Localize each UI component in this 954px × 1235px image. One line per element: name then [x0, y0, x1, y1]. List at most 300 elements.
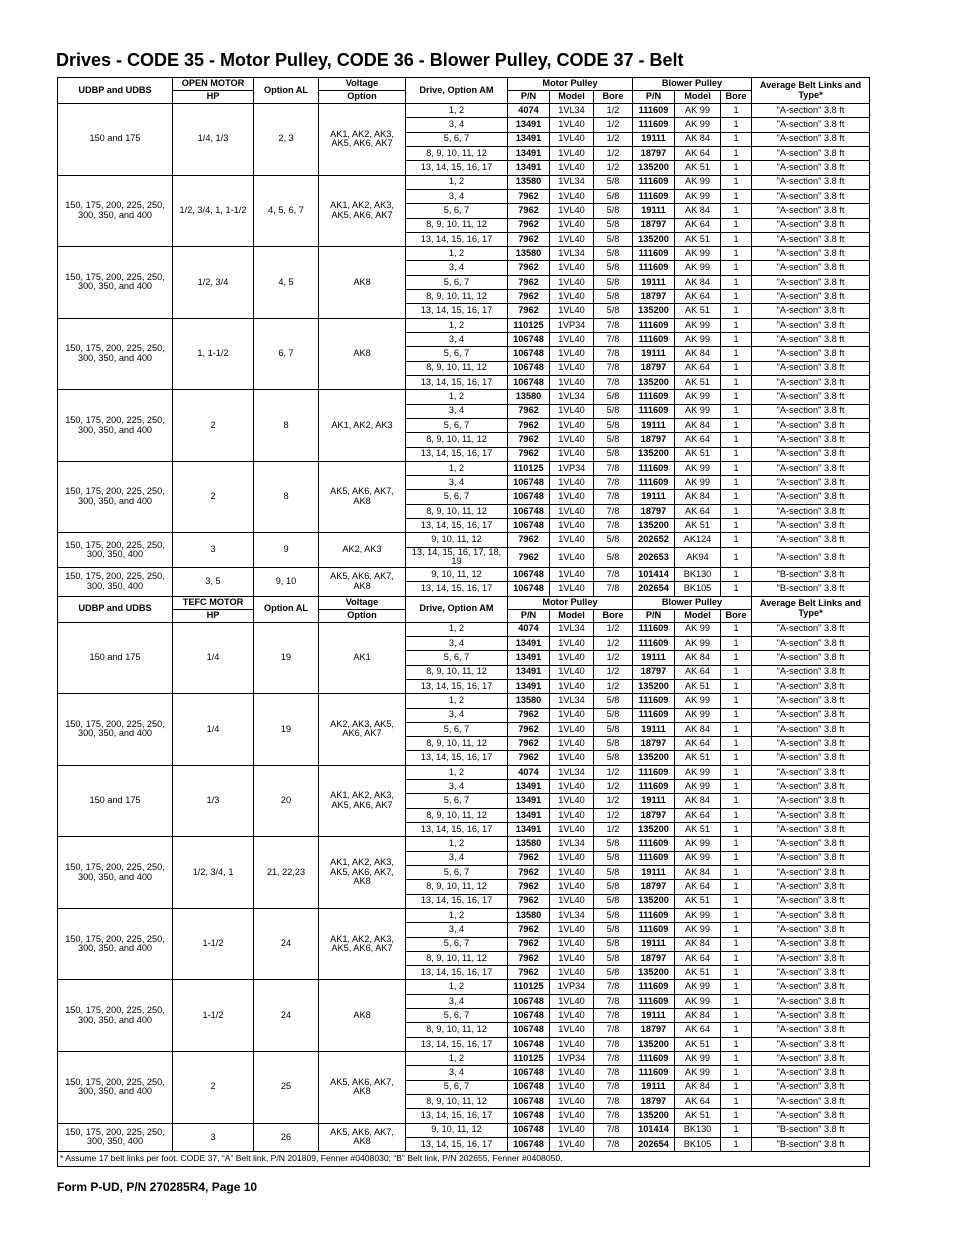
- drive-cell: 13, 14, 15, 16, 17: [406, 375, 508, 389]
- motor-bore-cell: 5/8: [594, 923, 633, 937]
- table-row: [58, 1123, 870, 1137]
- hp-cell: 1/4: [173, 622, 254, 694]
- motor-bore-cell: 7/8: [594, 1094, 633, 1108]
- blower-bore-cell: 1: [721, 404, 752, 418]
- motor-model-cell: 1VL40: [550, 333, 594, 347]
- motor-pn-cell: 106748: [508, 1037, 550, 1051]
- table-row: [58, 908, 870, 922]
- blower-model-cell: AK 99: [675, 318, 721, 332]
- motor-bore-cell: 7/8: [594, 361, 633, 375]
- drive-cell: 8, 9, 10, 11, 12: [406, 218, 508, 232]
- motor-pn-cell: 13491: [508, 794, 550, 808]
- blower-model-cell: AK 99: [675, 1066, 721, 1080]
- drive-cell: 5, 6, 7: [406, 347, 508, 361]
- motor-bore-cell: 5/8: [594, 189, 633, 203]
- belt-cell: "A-section" 3.8 ft: [752, 1094, 870, 1108]
- motor-model-cell: 1VL40: [550, 1123, 594, 1137]
- blower-bore-cell: 1: [721, 347, 752, 361]
- blower-model-cell: AK 84: [675, 347, 721, 361]
- blower-bore-cell: 1: [721, 1123, 752, 1137]
- motor-bore-cell: 5/8: [594, 547, 633, 567]
- motor-bore-cell: 7/8: [594, 980, 633, 994]
- blower-pn-cell: 111609: [633, 333, 675, 347]
- table-row: [58, 622, 870, 636]
- motor-model-cell: 1VL40: [550, 880, 594, 894]
- model-cell: 150, 175, 200, 225, 250, 300, 350, and 400: [58, 175, 173, 247]
- blower-model-cell: AK 99: [675, 189, 721, 203]
- blower-bore-cell: 1: [721, 980, 752, 994]
- motor-pn-cell: 106748: [508, 375, 550, 389]
- motor-bore-cell: 5/8: [594, 908, 633, 922]
- motor-bore-cell: 7/8: [594, 504, 633, 518]
- blower-pn-cell: 135200: [633, 894, 675, 908]
- motor-model-cell: 1VL40: [550, 261, 594, 275]
- drive-cell: 5, 6, 7: [406, 1080, 508, 1094]
- drive-cell: 3, 4: [406, 1066, 508, 1080]
- blower-model-cell: AK 99: [675, 636, 721, 650]
- belt-cell: "A-section" 3.8 ft: [752, 808, 870, 822]
- header-motor-model: Model: [550, 91, 594, 104]
- blower-pn-cell: 18797: [633, 951, 675, 965]
- header-blower-pulley: Blower Pulley: [633, 596, 752, 609]
- motor-bore-cell: 5/8: [594, 404, 633, 418]
- belt-cell: "A-section" 3.8 ft: [752, 1109, 870, 1123]
- blower-model-cell: AK 64: [675, 665, 721, 679]
- belt-cell: "A-section" 3.8 ft: [752, 232, 870, 246]
- blower-model-cell: AK 51: [675, 1037, 721, 1051]
- motor-bore-cell: 1/2: [594, 132, 633, 146]
- motor-pn-cell: 13580: [508, 837, 550, 851]
- motor-bore-cell: 1/2: [594, 808, 633, 822]
- motor-model-cell: 1VL34: [550, 622, 594, 636]
- hp-cell: 1/2, 3/4, 1, 1-1/2: [173, 175, 254, 247]
- blower-bore-cell: 1: [721, 519, 752, 533]
- motor-bore-cell: 7/8: [594, 318, 633, 332]
- motor-bore-cell: 5/8: [594, 204, 633, 218]
- belt-cell: "A-section" 3.8 ft: [752, 880, 870, 894]
- blower-bore-cell: 1: [721, 708, 752, 722]
- hp-cell: 1-1/2: [173, 980, 254, 1052]
- blower-bore-cell: 1: [721, 966, 752, 980]
- motor-bore-cell: 5/8: [594, 937, 633, 951]
- motor-pn-cell: 13580: [508, 908, 550, 922]
- motor-pn-cell: 7962: [508, 708, 550, 722]
- motor-pn-cell: 13491: [508, 636, 550, 650]
- motor-pn-cell: 106748: [508, 1109, 550, 1123]
- belt-cell: "A-section" 3.8 ft: [752, 951, 870, 965]
- blower-model-cell: AK 51: [675, 375, 721, 389]
- voltage-cell: AK2, AK3: [319, 533, 406, 568]
- blower-bore-cell: 1: [721, 104, 752, 118]
- option-al-cell: 24: [254, 908, 319, 980]
- blower-model-cell: AK 99: [675, 333, 721, 347]
- motor-model-cell: 1VL34: [550, 694, 594, 708]
- option-al-cell: 8: [254, 390, 319, 462]
- motor-pn-cell: 106748: [508, 1009, 550, 1023]
- header-blower-pulley: Blower Pulley: [633, 78, 752, 91]
- motor-pn-cell: 13491: [508, 823, 550, 837]
- motor-pn-cell: 106748: [508, 333, 550, 347]
- model-cell: 150, 175, 200, 225, 250, 300, 350, and 400: [58, 980, 173, 1052]
- header-motor-pn: P/N: [508, 609, 550, 622]
- blower-bore-cell: 1: [721, 880, 752, 894]
- blower-pn-cell: 111609: [633, 622, 675, 636]
- drive-cell: 3, 4: [406, 333, 508, 347]
- blower-pn-cell: 111609: [633, 390, 675, 404]
- motor-model-cell: 1VL40: [550, 189, 594, 203]
- blower-bore-cell: 1: [721, 1094, 752, 1108]
- motor-model-cell: 1VP34: [550, 980, 594, 994]
- blower-bore-cell: 1: [721, 247, 752, 261]
- voltage-cell: AK1, AK2, AK3, AK5, AK6, AK7: [319, 908, 406, 980]
- belt-cell: "A-section" 3.8 ft: [752, 333, 870, 347]
- blower-bore-cell: 1: [721, 794, 752, 808]
- header-voltage: Voltage: [319, 596, 406, 609]
- motor-bore-cell: 5/8: [594, 966, 633, 980]
- blower-pn-cell: 19111: [633, 347, 675, 361]
- option-al-cell: 19: [254, 622, 319, 694]
- drive-cell: 5, 6, 7: [406, 937, 508, 951]
- blower-bore-cell: 1: [721, 780, 752, 794]
- blower-bore-cell: 1: [721, 218, 752, 232]
- motor-model-cell: 1VL40: [550, 504, 594, 518]
- blower-model-cell: AK 51: [675, 751, 721, 765]
- header-blower-bore: Bore: [721, 609, 752, 622]
- motor-model-cell: 1VL40: [550, 433, 594, 447]
- motor-pn-cell: 13491: [508, 118, 550, 132]
- option-al-cell: 8: [254, 461, 319, 533]
- motor-pn-cell: 7962: [508, 865, 550, 879]
- voltage-cell: AK8: [319, 318, 406, 390]
- belt-cell: "A-section" 3.8 ft: [752, 1052, 870, 1066]
- blower-model-cell: AK 51: [675, 161, 721, 175]
- table-row: [58, 837, 870, 851]
- header-drive: Drive, Option AM: [406, 596, 508, 622]
- blower-model-cell: AK 64: [675, 290, 721, 304]
- motor-model-cell: 1VP34: [550, 461, 594, 475]
- header-voltage: Voltage: [319, 78, 406, 91]
- drive-cell: 8, 9, 10, 11, 12: [406, 290, 508, 304]
- motor-pn-cell: 7962: [508, 304, 550, 318]
- belt-cell: "A-section" 3.8 ft: [752, 622, 870, 636]
- motor-pn-cell: 13491: [508, 808, 550, 822]
- motor-bore-cell: 7/8: [594, 1109, 633, 1123]
- blower-bore-cell: 1: [721, 290, 752, 304]
- model-cell: 150, 175, 200, 225, 250, 300, 350, 400: [58, 568, 173, 597]
- blower-bore-cell: 1: [721, 418, 752, 432]
- drive-cell: 13, 14, 15, 16, 17: [406, 232, 508, 246]
- drive-cell: 13, 14, 15, 16, 17: [406, 582, 508, 596]
- belt-cell: "B-section" 3.8 ft: [752, 1123, 870, 1137]
- motor-bore-cell: 1/2: [594, 636, 633, 650]
- belt-cell: "A-section" 3.8 ft: [752, 347, 870, 361]
- blower-bore-cell: 1: [721, 765, 752, 779]
- motor-pn-cell: 106748: [508, 568, 550, 582]
- blower-pn-cell: 111609: [633, 1052, 675, 1066]
- blower-pn-cell: 18797: [633, 665, 675, 679]
- option-al-cell: 9: [254, 533, 319, 568]
- belt-cell: "A-section" 3.8 ft: [752, 118, 870, 132]
- belt-cell: "A-section" 3.8 ft: [752, 390, 870, 404]
- hp-cell: 1/3: [173, 765, 254, 837]
- motor-model-cell: 1VL40: [550, 780, 594, 794]
- belt-cell: "A-section" 3.8 ft: [752, 146, 870, 160]
- motor-pn-cell: 13491: [508, 679, 550, 693]
- motor-bore-cell: 5/8: [594, 418, 633, 432]
- blower-pn-cell: 101414: [633, 568, 675, 582]
- model-cell: 150, 175, 200, 225, 250, 300, 350, and 400: [58, 461, 173, 533]
- voltage-cell: AK5, AK6, AK7, AK8: [319, 1123, 406, 1152]
- header-motor-bore: Bore: [594, 91, 633, 104]
- table-row: [58, 175, 870, 189]
- drive-cell: 9, 10, 11, 12: [406, 533, 508, 547]
- voltage-cell: AK5, AK6, AK7, AK8: [319, 461, 406, 533]
- blower-bore-cell: 1: [721, 582, 752, 596]
- motor-model-cell: 1VL40: [550, 651, 594, 665]
- header-hp: HP: [173, 609, 254, 622]
- drive-cell: 13, 14, 15, 16, 17: [406, 1137, 508, 1151]
- motor-bore-cell: 7/8: [594, 476, 633, 490]
- motor-pn-cell: 106748: [508, 1080, 550, 1094]
- blower-model-cell: AK 99: [675, 765, 721, 779]
- blower-pn-cell: 18797: [633, 737, 675, 751]
- hp-cell: 2: [173, 390, 254, 462]
- belt-cell: "A-section" 3.8 ft: [752, 966, 870, 980]
- motor-pn-cell: 7962: [508, 261, 550, 275]
- motor-model-cell: 1VL40: [550, 418, 594, 432]
- belt-cell: "A-section" 3.8 ft: [752, 894, 870, 908]
- voltage-cell: AK1, AK2, AK3, AK5, AK6, AK7, AK8: [319, 837, 406, 909]
- drive-cell: 1, 2: [406, 765, 508, 779]
- motor-pn-cell: 110125: [508, 1052, 550, 1066]
- motor-model-cell: 1VL40: [550, 533, 594, 547]
- drive-cell: 13, 14, 15, 16, 17: [406, 823, 508, 837]
- option-al-cell: 4, 5, 6, 7: [254, 175, 319, 247]
- drive-cell: 3, 4: [406, 404, 508, 418]
- belt-cell: "A-section" 3.8 ft: [752, 708, 870, 722]
- blower-model-cell: AK 51: [675, 679, 721, 693]
- motor-bore-cell: 7/8: [594, 1066, 633, 1080]
- motor-bore-cell: 5/8: [594, 247, 633, 261]
- motor-bore-cell: 5/8: [594, 433, 633, 447]
- header-motor-bore: Bore: [594, 609, 633, 622]
- drive-cell: 13, 14, 15, 16, 17: [406, 161, 508, 175]
- voltage-cell: AK1, AK2, AK3, AK5, AK6, AK7: [319, 175, 406, 247]
- blower-pn-cell: 111609: [633, 104, 675, 118]
- blower-bore-cell: 1: [721, 622, 752, 636]
- motor-model-cell: 1VL40: [550, 1037, 594, 1051]
- drive-cell: 8, 9, 10, 11, 12: [406, 951, 508, 965]
- belt-cell: "A-section" 3.8 ft: [752, 865, 870, 879]
- blower-model-cell: AK 64: [675, 737, 721, 751]
- drive-cell: 13, 14, 15, 16, 17: [406, 519, 508, 533]
- motor-model-cell: 1VL40: [550, 404, 594, 418]
- drive-cell: 3, 4: [406, 708, 508, 722]
- drive-cell: 13, 14, 15, 16, 17: [406, 1109, 508, 1123]
- motor-pn-cell: 13491: [508, 146, 550, 160]
- blower-pn-cell: 111609: [633, 923, 675, 937]
- motor-pn-cell: 106748: [508, 361, 550, 375]
- motor-pn-cell: 106748: [508, 1023, 550, 1037]
- header-motor-model: Model: [550, 609, 594, 622]
- drive-cell: 13, 14, 15, 16, 17: [406, 751, 508, 765]
- blower-model-cell: AK 64: [675, 1094, 721, 1108]
- blower-pn-cell: 135200: [633, 304, 675, 318]
- drive-cell: 1, 2: [406, 694, 508, 708]
- blower-pn-cell: 111609: [633, 636, 675, 650]
- belt-cell: "A-section" 3.8 ft: [752, 651, 870, 665]
- hp-cell: 1, 1-1/2: [173, 318, 254, 390]
- blower-pn-cell: 18797: [633, 504, 675, 518]
- motor-pn-cell: 7962: [508, 275, 550, 289]
- motor-model-cell: 1VL40: [550, 304, 594, 318]
- belt-cell: "A-section" 3.8 ft: [752, 304, 870, 318]
- motor-model-cell: 1VL40: [550, 568, 594, 582]
- motor-bore-cell: 1/2: [594, 823, 633, 837]
- model-cell: 150, 175, 200, 225, 250, 300, 350, and 400: [58, 390, 173, 462]
- blower-model-cell: AK 99: [675, 923, 721, 937]
- header-blower-pn: P/N: [633, 609, 675, 622]
- option-al-cell: 9, 10: [254, 568, 319, 597]
- blower-model-cell: AK 84: [675, 1009, 721, 1023]
- model-cell: 150, 175, 200, 225, 250, 300, 350, and 400: [58, 694, 173, 766]
- drive-cell: 5, 6, 7: [406, 275, 508, 289]
- drive-cell: 3, 4: [406, 636, 508, 650]
- drive-cell: 8, 9, 10, 11, 12: [406, 1023, 508, 1037]
- blower-model-cell: AK 99: [675, 994, 721, 1008]
- motor-pn-cell: 106748: [508, 1123, 550, 1137]
- belt-cell: "A-section" 3.8 ft: [752, 161, 870, 175]
- blower-model-cell: BK130: [675, 1123, 721, 1137]
- voltage-cell: AK1, AK2, AK3, AK5, AK6, AK7: [319, 104, 406, 176]
- blower-bore-cell: 1: [721, 533, 752, 547]
- motor-bore-cell: 7/8: [594, 994, 633, 1008]
- motor-bore-cell: 5/8: [594, 722, 633, 736]
- motor-model-cell: 1VL40: [550, 447, 594, 461]
- blower-bore-cell: 1: [721, 375, 752, 389]
- belt-cell: "A-section" 3.8 ft: [752, 175, 870, 189]
- motor-pn-cell: 7962: [508, 404, 550, 418]
- blower-bore-cell: 1: [721, 390, 752, 404]
- blower-model-cell: AK 99: [675, 476, 721, 490]
- motor-model-cell: 1VL40: [550, 118, 594, 132]
- motor-bore-cell: 1/2: [594, 161, 633, 175]
- blower-pn-cell: 18797: [633, 146, 675, 160]
- drive-cell: 5, 6, 7: [406, 865, 508, 879]
- blower-bore-cell: 1: [721, 490, 752, 504]
- blower-pn-cell: 19111: [633, 794, 675, 808]
- blower-model-cell: AK 99: [675, 390, 721, 404]
- motor-pn-cell: 13580: [508, 175, 550, 189]
- belt-cell: "A-section" 3.8 ft: [752, 547, 870, 567]
- belt-cell: "A-section" 3.8 ft: [752, 923, 870, 937]
- motor-bore-cell: 7/8: [594, 375, 633, 389]
- header-motor-type: OPEN MOTOR: [173, 78, 254, 91]
- motor-model-cell: 1VL34: [550, 390, 594, 404]
- blower-model-cell: AK 99: [675, 694, 721, 708]
- motor-pn-cell: 106748: [508, 490, 550, 504]
- blower-pn-cell: 202653: [633, 547, 675, 567]
- blower-bore-cell: 1: [721, 851, 752, 865]
- blower-pn-cell: 18797: [633, 218, 675, 232]
- model-cell: 150, 175, 200, 225, 250, 300, 350, 400: [58, 533, 173, 568]
- motor-model-cell: 1VL40: [550, 275, 594, 289]
- motor-model-cell: 1VL34: [550, 175, 594, 189]
- table-row: [58, 765, 870, 779]
- blower-bore-cell: 1: [721, 476, 752, 490]
- blower-pn-cell: 135200: [633, 447, 675, 461]
- blower-bore-cell: 1: [721, 1137, 752, 1151]
- belt-cell: "A-section" 3.8 ft: [752, 636, 870, 650]
- blower-pn-cell: 111609: [633, 908, 675, 922]
- motor-pn-cell: 4074: [508, 765, 550, 779]
- blower-bore-cell: 1: [721, 951, 752, 965]
- motor-bore-cell: 5/8: [594, 865, 633, 879]
- blower-pn-cell: 19111: [633, 722, 675, 736]
- belt-cell: "A-section" 3.8 ft: [752, 318, 870, 332]
- motor-bore-cell: 5/8: [594, 751, 633, 765]
- header-option-al: Option AL: [254, 596, 319, 622]
- blower-model-cell: AK 84: [675, 794, 721, 808]
- motor-model-cell: 1VL40: [550, 951, 594, 965]
- voltage-cell: AK2, AK3, AK5, AK6, AK7: [319, 694, 406, 766]
- voltage-cell: AK8: [319, 247, 406, 319]
- blower-pn-cell: 111609: [633, 318, 675, 332]
- blower-model-cell: AK 99: [675, 980, 721, 994]
- belt-cell: "A-section" 3.8 ft: [752, 1037, 870, 1051]
- table-row: [58, 318, 870, 332]
- belt-cell: "A-section" 3.8 ft: [752, 533, 870, 547]
- belt-cell: "A-section" 3.8 ft: [752, 722, 870, 736]
- motor-model-cell: 1VL40: [550, 347, 594, 361]
- drive-cell: 1, 2: [406, 908, 508, 922]
- motor-bore-cell: 5/8: [594, 290, 633, 304]
- motor-model-cell: 1VL40: [550, 519, 594, 533]
- blower-bore-cell: 1: [721, 636, 752, 650]
- motor-bore-cell: 7/8: [594, 1080, 633, 1094]
- motor-model-cell: 1VL40: [550, 1094, 594, 1108]
- blower-model-cell: AK 99: [675, 404, 721, 418]
- blower-pn-cell: 202654: [633, 1137, 675, 1151]
- belt-cell: "A-section" 3.8 ft: [752, 189, 870, 203]
- motor-bore-cell: 7/8: [594, 1037, 633, 1051]
- blower-model-cell: AK 84: [675, 204, 721, 218]
- motor-bore-cell: 5/8: [594, 275, 633, 289]
- blower-model-cell: AK 51: [675, 519, 721, 533]
- drive-cell: 13, 14, 15, 16, 17: [406, 679, 508, 693]
- blower-bore-cell: 1: [721, 908, 752, 922]
- motor-pn-cell: 106748: [508, 476, 550, 490]
- blower-model-cell: AK 51: [675, 966, 721, 980]
- motor-bore-cell: 7/8: [594, 1023, 633, 1037]
- drive-cell: 1, 2: [406, 461, 508, 475]
- motor-bore-cell: 1/2: [594, 651, 633, 665]
- motor-model-cell: 1VL40: [550, 218, 594, 232]
- table-row: [58, 104, 870, 118]
- blower-model-cell: AK 84: [675, 865, 721, 879]
- table-row: [58, 461, 870, 475]
- motor-bore-cell: 7/8: [594, 333, 633, 347]
- drive-cell: 1, 2: [406, 622, 508, 636]
- drive-cell: 8, 9, 10, 11, 12: [406, 737, 508, 751]
- table-row: [58, 568, 870, 582]
- option-al-cell: 25: [254, 1052, 319, 1124]
- blower-bore-cell: 1: [721, 679, 752, 693]
- blower-pn-cell: 135200: [633, 966, 675, 980]
- blower-bore-cell: 1: [721, 1066, 752, 1080]
- table-row: [58, 390, 870, 404]
- motor-pn-cell: 110125: [508, 980, 550, 994]
